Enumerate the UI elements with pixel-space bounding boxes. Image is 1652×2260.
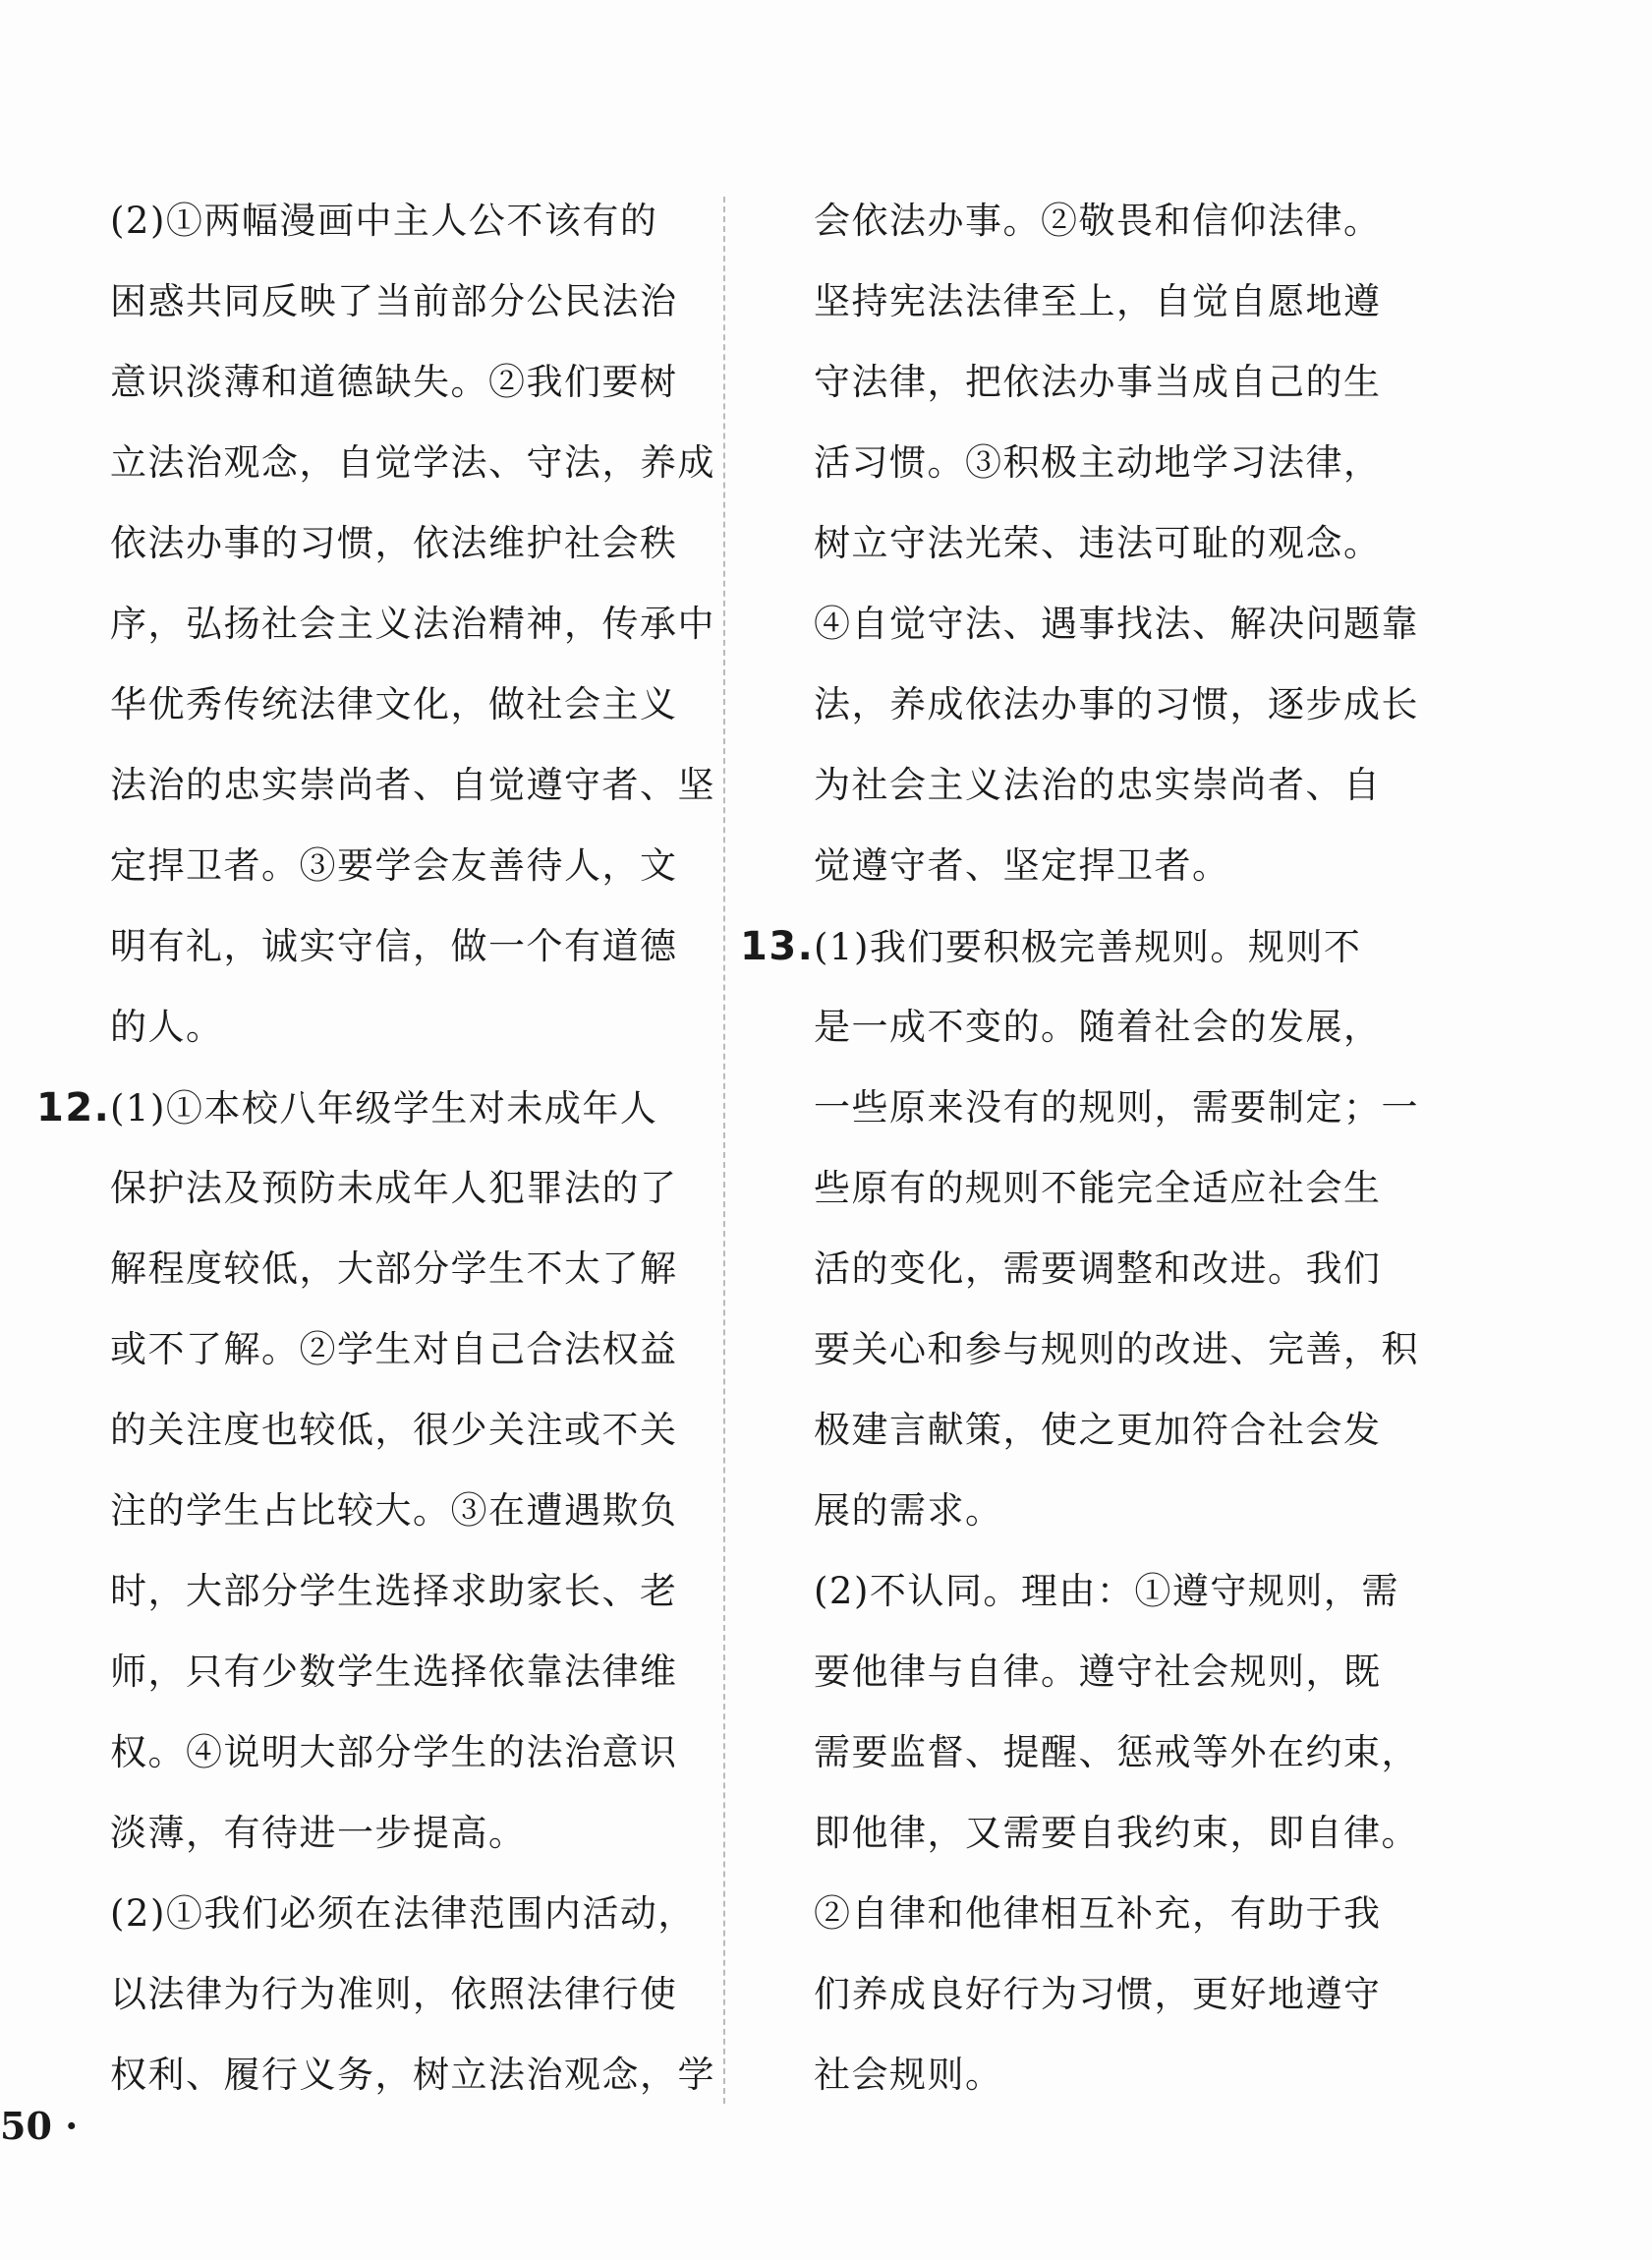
text-line: 为社会主义法治的忠实崇尚者、自 (814, 764, 1382, 806)
text-line: 展的需求。 (814, 1489, 1003, 1532)
text-line: (2)①我们必须在法律范围内活动， (110, 1892, 696, 1935)
text-line: 即他律，又需要自我约束，即自律。 (814, 1812, 1419, 1854)
text-line: 注的学生占比较大。③在遭遇欺负 (110, 1489, 678, 1532)
question-12-first-line (36, 1068, 690, 1148)
text-line: 明有礼，诚实守信，做一个有道德 (110, 925, 678, 967)
text-line: 是一成不变的。随着社会的发展， (814, 1006, 1382, 1048)
text-line: 或不了解。②学生对自己合法权益 (110, 1328, 678, 1370)
text-line: ②自律和他律相互补充，有助于我 (814, 1892, 1382, 1935)
text-line: 活的变化，需要调整和改进。我们 (814, 1247, 1382, 1290)
text-line: 解程度较低，大部分学生不太了解 (110, 1247, 678, 1290)
text-line: (2)不认同。理由：①遵守规则，需 (814, 1570, 1399, 1612)
text-line: 困惑共同反映了当前部分公民法治 (110, 280, 678, 322)
text-line: 会依法办事。②敬畏和信仰法律。 (814, 200, 1382, 242)
text-line: 坚持宪法法律至上，自觉自愿地遵 (814, 280, 1382, 322)
text-line: 的关注度也较低，很少关注或不关 (110, 1409, 678, 1451)
text-line: 法治的忠实崇尚者、自觉遵守者、坚 (110, 764, 715, 806)
text-line: 权。④说明大部分学生的法治意识 (110, 1731, 678, 1773)
right-column (740, 181, 1419, 2115)
text-line: 依法办事的习惯，依法维护社会秩 (110, 522, 678, 564)
text-line: (1)①本校八年级学生对未成年人 (110, 1087, 658, 1130)
text-line: 序，弘扬社会主义法治精神，传承中 (110, 603, 715, 645)
text-line: 定捍卫者。③要学会友善待人，文 (110, 844, 678, 887)
text-line: 要关心和参与规则的改进、完善，积 (814, 1328, 1419, 1370)
text-line: 的人。 (110, 1006, 224, 1048)
text-line: 活习惯。③积极主动地学习法律， (814, 441, 1382, 484)
text-line: 觉遵守者、坚定捍卫者。 (814, 844, 1230, 887)
text-line: 一些原来没有的规则，需要制定；一 (814, 1086, 1419, 1129)
text-line: 淡薄，有待进一步提高。 (110, 1812, 527, 1854)
text-line: 们养成良好行为习惯，更好地遵守 (814, 1973, 1382, 2015)
text-line: 守法律，把依法办事当成自己的生 (814, 361, 1382, 403)
column-divider (723, 197, 725, 2104)
text-line: 立法治观念，自觉学法、守法，养成 (110, 441, 715, 484)
text-line: 保护法及预防未成年人犯罪法的了 (110, 1167, 678, 1209)
question-12-number: 12. (36, 1085, 111, 1130)
text-line: 社会规则。 (814, 2054, 1003, 2096)
text-line: 法，养成依法办事的习惯，逐步成长 (814, 683, 1419, 725)
text-line: 权利、履行义务，树立法治观念，学 (110, 2054, 715, 2096)
text-line: 些原有的规则不能完全适应社会生 (814, 1167, 1382, 1209)
text-line: (1)我们要积极完善规则。规则不 (814, 926, 1362, 968)
text-line: ④自觉守法、遇事找法、解决问题靠 (814, 603, 1419, 645)
text-line: 以法律为行为准则，依照法律行使 (110, 1973, 678, 2015)
page-number: 50 · (0, 2104, 79, 2148)
text-line: 要他律与自律。遵守社会规则，既 (814, 1651, 1382, 1693)
left-column (36, 181, 715, 2115)
question-13-number: 13. (740, 924, 815, 969)
text-line: 极建言献策，使之更加符合社会发 (814, 1409, 1382, 1451)
text-line: 华优秀传统法律文化，做社会主义 (110, 683, 678, 725)
text-line: (2)①两幅漫画中主人公不该有的 (110, 200, 658, 242)
text-line: 需要监督、提醒、惩戒等外在约束， (814, 1731, 1419, 1773)
text-line: 师，只有少数学生选择依靠法律维 (110, 1651, 678, 1693)
text-line: 树立守法光荣、违法可耻的观念。 (814, 522, 1382, 564)
text-line: 时，大部分学生选择求助家长、老 (110, 1570, 678, 1612)
question-13-first-line (740, 906, 1394, 987)
text-line: 意识淡薄和道德缺失。②我们要树 (110, 361, 678, 403)
